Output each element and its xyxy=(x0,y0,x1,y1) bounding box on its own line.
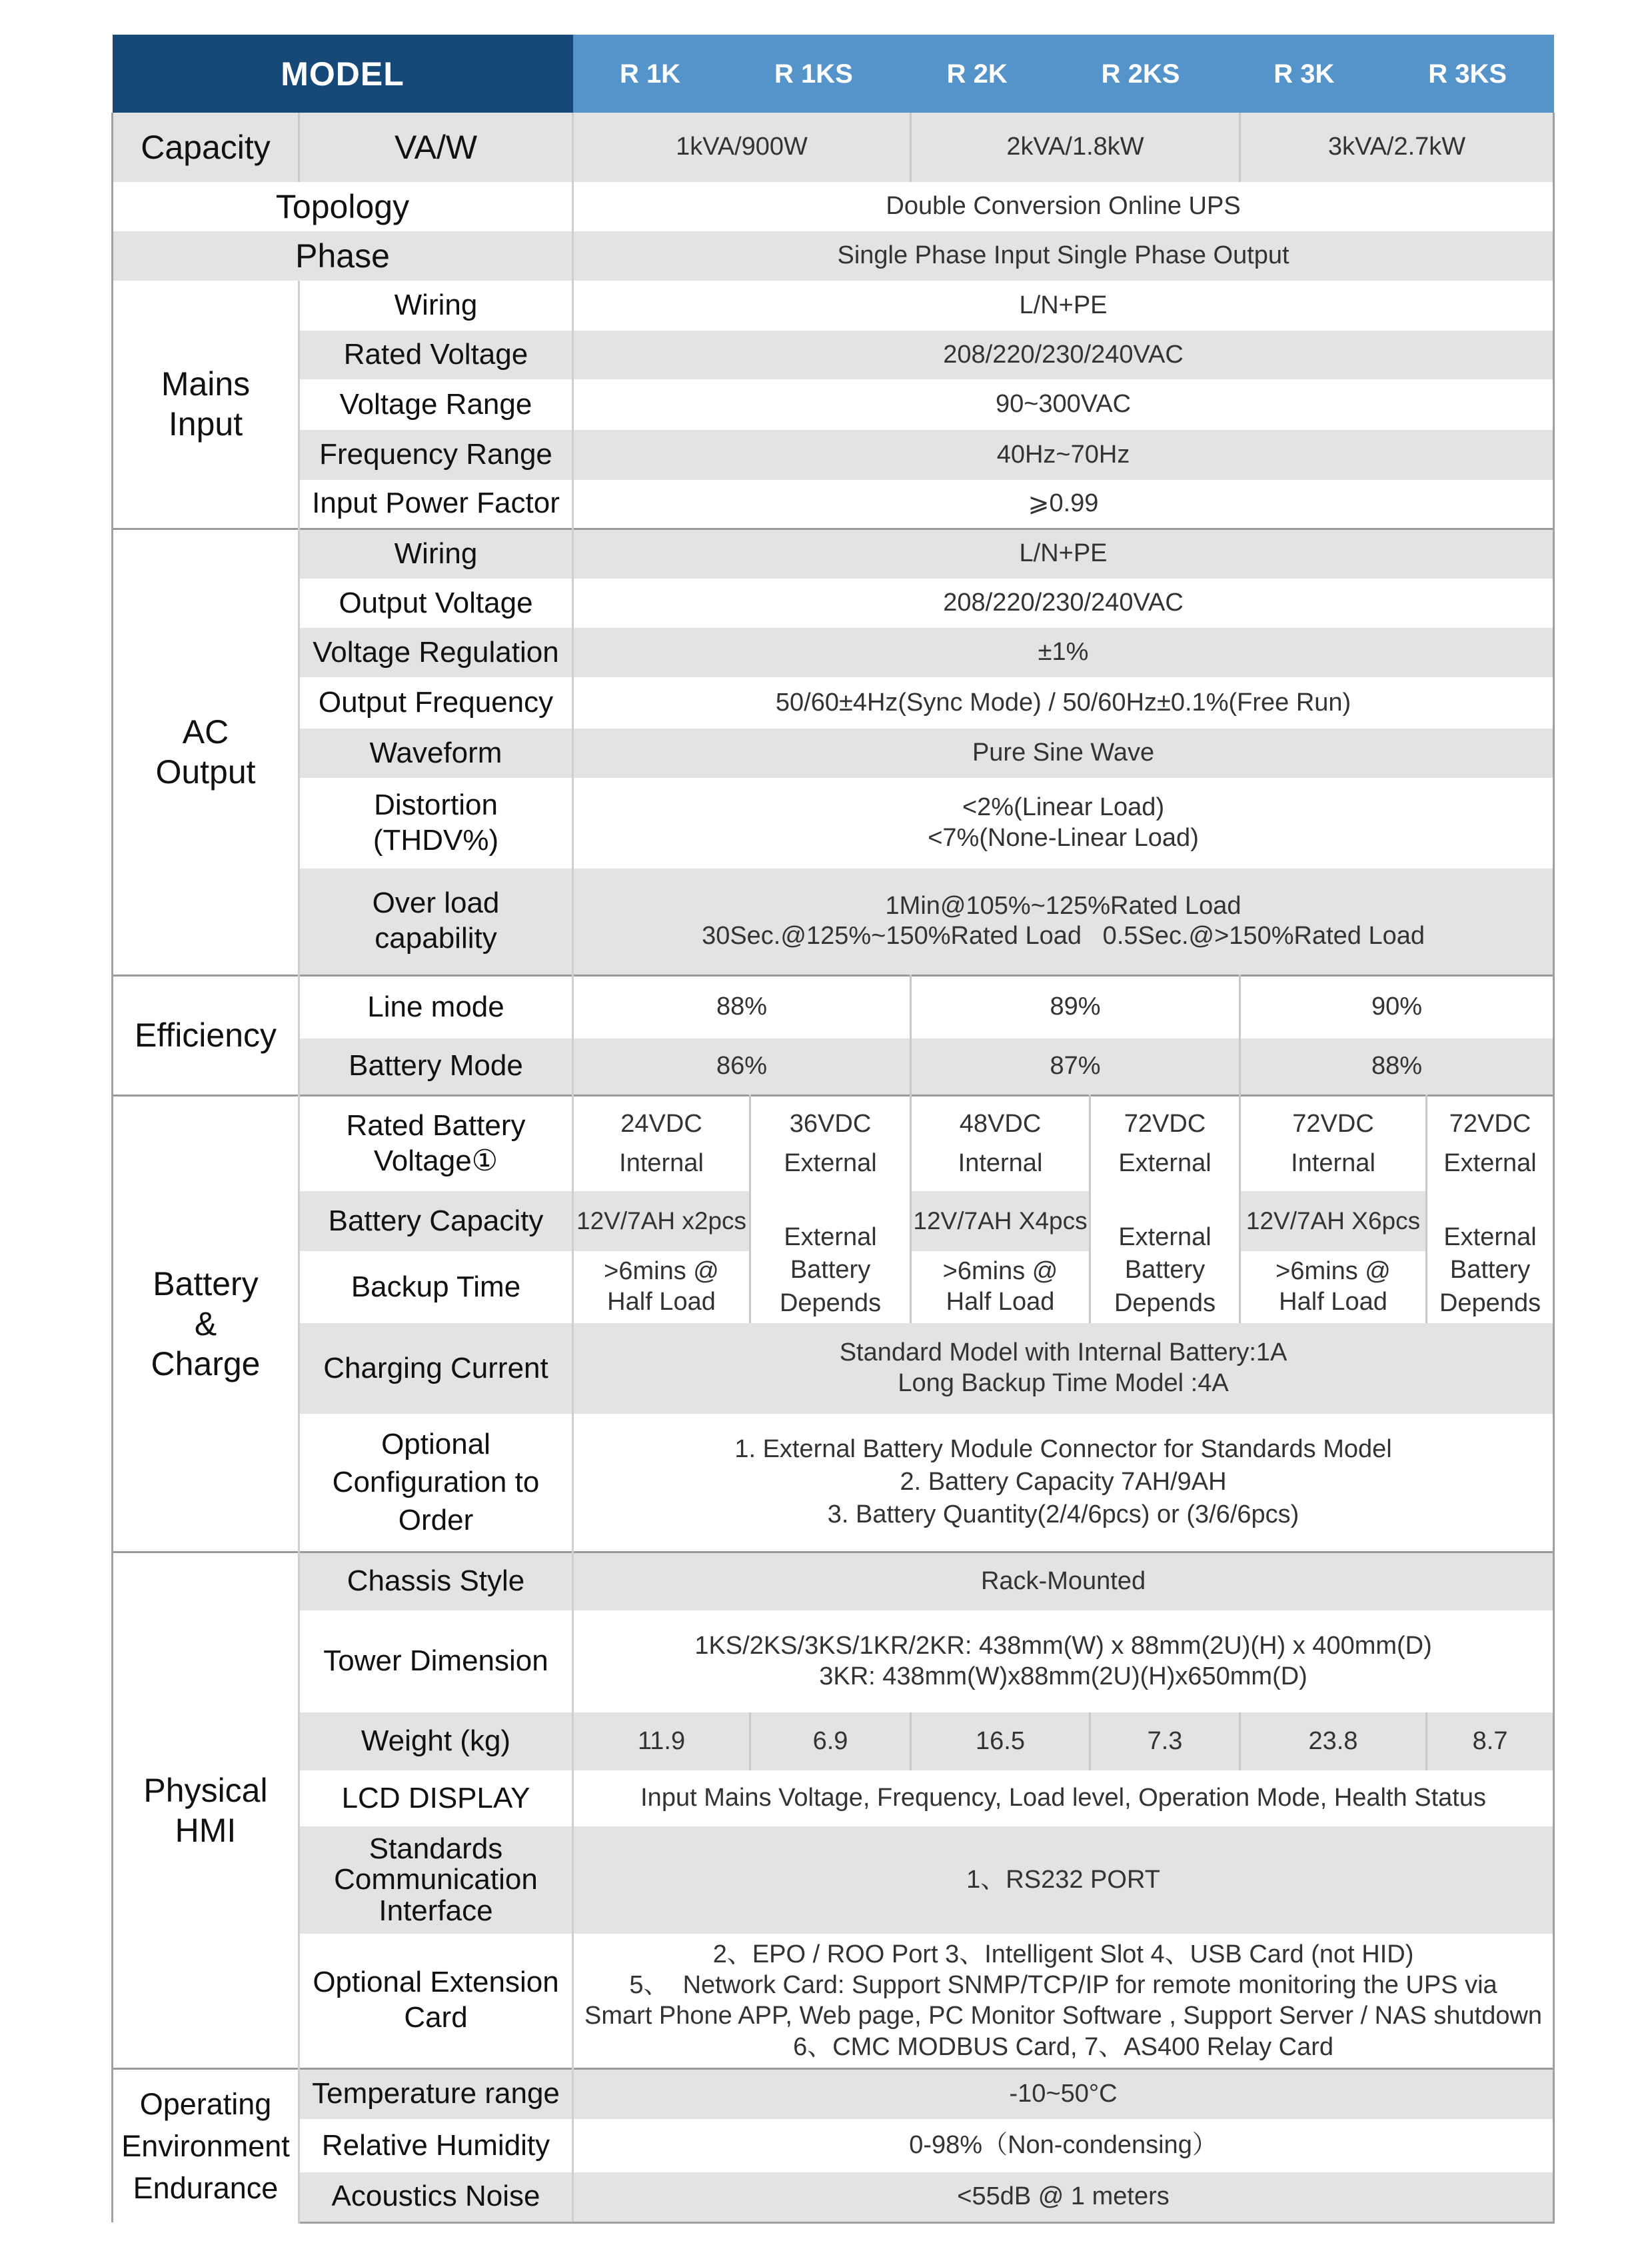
rated-voltage-r1ks xyxy=(750,1095,911,1191)
battery-capacity-row xyxy=(113,1191,1554,1251)
battery-rated-voltage-label-line2: Voltage① xyxy=(373,1144,498,1177)
weight-r1ks: 6.9 xyxy=(750,1712,911,1770)
lcd-display-row xyxy=(113,1770,1554,1826)
rated-voltage-r1k xyxy=(573,1095,750,1191)
mains-rated-voltage-value: 208/220/230/240VAC xyxy=(573,331,1554,379)
operating-env-category xyxy=(113,2068,299,2222)
backup-r2k-line1: >6mins @ xyxy=(942,1257,1058,1286)
mains-wiring-value: L/N+PE xyxy=(573,281,1554,331)
efficiency-battery-mode-label: Battery Mode xyxy=(299,1039,573,1095)
battery-capacity-r2k: 12V/7AH X4pcs xyxy=(911,1191,1090,1251)
model-name-r3ks: R 3KS xyxy=(1428,59,1507,89)
model-name-r2ks: R 2KS xyxy=(1101,59,1180,89)
topology-label: Topology xyxy=(113,182,573,231)
optional-config-line3: 3. Battery Quantity(2/4/6pcs) or (3/6/6pcs) xyxy=(827,1500,1299,1529)
optional-config-value xyxy=(573,1414,1554,1552)
weight-label: Weight (kg) xyxy=(299,1712,573,1770)
ext-card-line3: Smart Phone APP, Web page, PC Monitor Software , Support Server / NAS shutdown xyxy=(584,2002,1543,2030)
mains-power-factor-value: ⩾0.99 xyxy=(573,480,1554,529)
phase-value: Single Phase Input Single Phase Output xyxy=(573,231,1554,281)
backup-r1k-internal xyxy=(573,1251,750,1323)
ac-distortion-row xyxy=(113,778,1554,869)
backup-time-label: Backup Time xyxy=(299,1251,573,1323)
ac-overload-label-line1: Over load xyxy=(372,887,500,920)
mains-wiring-label: Wiring xyxy=(299,281,573,331)
ac-wiring-label: Wiring xyxy=(299,529,573,579)
rated-voltage-r3k xyxy=(1240,1095,1427,1191)
efficiency-line-3k: 90% xyxy=(1240,975,1554,1039)
efficiency-line-mode-row xyxy=(113,975,1554,1039)
optional-config-line1: 1. External Battery Module Connector for Standards Model xyxy=(734,1434,1392,1463)
mains-input-line2: Input xyxy=(168,405,243,443)
ext-card-value xyxy=(573,1934,1554,2068)
backup-r1k-line1: >6mins @ xyxy=(604,1257,719,1286)
operating-env-line1: Operating xyxy=(139,2086,272,2121)
phase-label: Phase xyxy=(113,231,573,281)
battery-rated-voltage-label-line1: Rated Battery xyxy=(346,1109,526,1142)
ac-wiring-value: L/N+PE xyxy=(573,529,1554,579)
ac-overload-label-line2: capability xyxy=(375,922,497,955)
ac-distortion-label-line2: (THDV%) xyxy=(373,824,499,857)
optional-config-label-line3: Order xyxy=(398,1504,474,1537)
ext-card-label-line2: Card xyxy=(404,2001,468,2034)
efficiency-battery-2k: 87% xyxy=(911,1039,1240,1095)
tower-dimension-label: Tower Dimension xyxy=(299,1610,573,1712)
chassis-style-label: Chassis Style xyxy=(299,1552,573,1610)
capacity-2k: 2kVA/1.8kW xyxy=(911,113,1240,182)
backup-r1ks-line2: Battery xyxy=(790,1256,871,1284)
capacity-1k: 1kVA/900W xyxy=(573,113,911,182)
weight-row xyxy=(113,1712,1554,1770)
weight-r3k: 23.8 xyxy=(1240,1712,1427,1770)
optional-config-label-line1: Optional xyxy=(381,1427,490,1460)
battery-rated-voltage-row xyxy=(113,1095,1554,1191)
rated-voltage-r1ks-line1: 36VDC xyxy=(789,1109,872,1138)
battery-charge-line2: & xyxy=(194,1304,217,1342)
mains-frequency-range-value: 40Hz~70Hz xyxy=(573,430,1554,480)
mains-frequency-range-label: Frequency Range xyxy=(299,430,573,480)
ac-overload-row xyxy=(113,869,1554,975)
ac-distortion-value xyxy=(573,778,1554,869)
backup-r2ks-line3: Depends xyxy=(1114,1288,1216,1317)
operating-env-line2: Environment xyxy=(121,2128,290,2163)
rated-voltage-r2k-line2: Internal xyxy=(958,1148,1043,1177)
backup-r3ks-line3: Depends xyxy=(1439,1288,1541,1317)
battery-capacity-label: Battery Capacity xyxy=(299,1191,573,1251)
tower-dimension-row xyxy=(113,1610,1554,1712)
efficiency-line-mode-label: Line mode xyxy=(299,975,573,1039)
std-comm-label xyxy=(299,1826,573,1934)
ac-waveform-row xyxy=(113,729,1554,778)
backup-r3k-line2: Half Load xyxy=(1279,1288,1387,1316)
optional-config-label-line2: Configuration to xyxy=(332,1466,540,1499)
efficiency-line-2k: 89% xyxy=(911,975,1240,1039)
rated-voltage-r1ks-line2: External xyxy=(784,1148,877,1177)
noise-value: <55dB @ 1 meters xyxy=(573,2172,1554,2222)
ext-card-line1: 2、EPO / ROO Port 3、Intelligent Slot 4、USB Card (not HID) xyxy=(712,1940,1414,1968)
mains-rated-voltage-label: Rated Voltage xyxy=(299,331,573,379)
operating-env-line3: Endurance xyxy=(133,2170,279,2205)
optional-config-row xyxy=(113,1414,1554,1552)
std-comm-label-line3: Interface xyxy=(379,1894,493,1927)
mains-frequency-range-row xyxy=(113,430,1554,480)
humidity-value: 0-98%（Non-condensing） xyxy=(573,2119,1554,2172)
efficiency-battery-3k: 88% xyxy=(1240,1039,1554,1095)
capacity-label: VA/W xyxy=(299,113,573,182)
chassis-style-value: Rack-Mounted xyxy=(573,1552,1554,1610)
std-comm-value: 1、RS232 PORT xyxy=(573,1826,1554,1934)
capacity-3k: 3kVA/2.7kW xyxy=(1240,113,1554,182)
backup-r2k-internal xyxy=(911,1251,1090,1323)
std-comm-row xyxy=(113,1826,1554,1934)
battery-capacity-r1k: 12V/7AH x2pcs xyxy=(573,1191,750,1251)
optional-config-line2: 2. Battery Capacity 7AH/9AH xyxy=(900,1468,1227,1496)
topology-value: Double Conversion Online UPS xyxy=(573,182,1554,231)
model-names xyxy=(573,58,1554,90)
phase-row xyxy=(113,231,1554,281)
ext-card-label-line1: Optional Extension xyxy=(313,1966,559,1999)
rated-voltage-r1k-line2: Internal xyxy=(619,1148,704,1177)
mains-input-line1: Mains xyxy=(161,365,251,403)
ac-overload-value-line2: 30Sec.@125%~150%Rated Load 0.5Sec.@>150%Rated Load xyxy=(702,922,1425,951)
ac-wiring-row xyxy=(113,529,1554,579)
model-name-r3k: R 3K xyxy=(1273,59,1335,89)
ext-card-line2: 5、 Network Card: Support SNMP/TCP/IP for remote monitoring the UPS via xyxy=(629,1970,1497,1999)
std-comm-label-line1: Standards xyxy=(369,1832,503,1866)
noise-row xyxy=(113,2172,1554,2222)
rated-voltage-r1k-line1: 24VDC xyxy=(620,1109,702,1138)
backup-r1k-line2: Half Load xyxy=(607,1288,716,1316)
temperature-label: Temperature range xyxy=(299,2068,573,2119)
tower-dimension-line1: 1KS/2KS/3KS/1KR/2KR: 438mm(W) x 88mm(2U)(H) x 400mm(D) xyxy=(694,1631,1432,1660)
rated-voltage-r2ks-line1: 72VDC xyxy=(1124,1109,1206,1138)
battery-charge-line1: Battery xyxy=(153,1264,259,1302)
physical-hmi-line2: HMI xyxy=(175,1811,237,1849)
lcd-display-label: LCD DISPLAY xyxy=(299,1770,573,1826)
ac-voltage-regulation-label: Voltage Regulation xyxy=(299,628,573,677)
backup-r3ks-line2: Battery xyxy=(1449,1256,1531,1284)
ext-card-row xyxy=(113,1934,1554,2068)
ac-distortion-label xyxy=(299,778,573,869)
physical-hmi-category xyxy=(113,1552,299,2068)
rated-voltage-r2ks-line2: External xyxy=(1118,1148,1212,1177)
topology-row xyxy=(113,182,1554,231)
efficiency-battery-mode-row xyxy=(113,1039,1554,1095)
ac-output-voltage-row xyxy=(113,579,1554,628)
backup-r3k-internal xyxy=(1240,1251,1427,1323)
battery-charge-category xyxy=(113,1095,299,1552)
model-name-r2k: R 2K xyxy=(946,59,1008,89)
ac-output-frequency-value: 50/60±4Hz(Sync Mode) / 50/60Hz±0.1%(Free Run) xyxy=(573,677,1554,729)
backup-r1ks-line3: Depends xyxy=(779,1288,882,1317)
backup-r3ks-external xyxy=(1427,1191,1554,1323)
ac-waveform-value: Pure Sine Wave xyxy=(573,729,1554,778)
noise-label: Acoustics Noise xyxy=(299,2172,573,2222)
battery-charge-line3: Charge xyxy=(151,1344,261,1382)
ac-output-voltage-label: Output Voltage xyxy=(299,579,573,628)
ac-overload-value xyxy=(573,869,1554,975)
tower-dimension-value xyxy=(573,1610,1554,1712)
ac-output-category xyxy=(113,529,299,975)
ac-output-voltage-value: 208/220/230/240VAC xyxy=(573,579,1554,628)
tower-dimension-line2: 3KR: 438mm(W)x88mm(2U)(H)x650mm(D) xyxy=(819,1662,1307,1690)
header-row xyxy=(113,35,1554,113)
optional-config-label xyxy=(299,1414,573,1552)
rated-voltage-r2k-line1: 48VDC xyxy=(959,1109,1042,1138)
ac-output-frequency-row xyxy=(113,677,1554,729)
rated-voltage-r3k-line2: Internal xyxy=(1291,1148,1375,1177)
charging-current-line1: Standard Model with Internal Battery:1A xyxy=(839,1338,1287,1367)
backup-r1ks-external xyxy=(750,1191,911,1323)
ac-distortion-label-line1: Distortion xyxy=(374,789,498,822)
charging-current-row xyxy=(113,1323,1554,1414)
battery-rated-voltage-label xyxy=(299,1095,573,1191)
mains-input-category xyxy=(113,281,299,529)
rated-voltage-r2k xyxy=(911,1095,1090,1191)
temperature-value: -10~50°C xyxy=(573,2068,1554,2119)
chassis-style-row xyxy=(113,1552,1554,1610)
rated-voltage-r3ks xyxy=(1427,1095,1554,1191)
ac-waveform-label: Waveform xyxy=(299,729,573,778)
mains-wiring-row xyxy=(113,281,1554,331)
temperature-row xyxy=(113,2068,1554,2119)
backup-r2ks-line2: Battery xyxy=(1124,1256,1206,1284)
backup-r1ks-line1: External xyxy=(784,1222,877,1251)
mains-voltage-range-row xyxy=(113,379,1554,430)
ac-distortion-value-line2: <7%(None-Linear Load) xyxy=(928,824,1199,852)
rated-voltage-r3k-line1: 72VDC xyxy=(1292,1109,1374,1138)
weight-r2k: 16.5 xyxy=(911,1712,1090,1770)
efficiency-line-1k: 88% xyxy=(573,975,911,1039)
capacity-row xyxy=(113,113,1554,182)
mains-power-factor-row xyxy=(113,480,1554,529)
backup-r3k-line1: >6mins @ xyxy=(1275,1257,1391,1286)
ext-card-label xyxy=(299,1934,573,2068)
mains-voltage-range-value: 90~300VAC xyxy=(573,379,1554,430)
ac-output-line1: AC xyxy=(182,713,229,751)
physical-hmi-line1: Physical xyxy=(143,1771,268,1809)
capacity-category: Capacity xyxy=(113,113,299,182)
ac-voltage-regulation-value: ±1% xyxy=(573,628,1554,677)
battery-capacity-r3k: 12V/7AH X6pcs xyxy=(1240,1191,1427,1251)
ac-distortion-value-line1: <2%(Linear Load) xyxy=(962,793,1165,822)
model-header: MODEL xyxy=(113,35,573,113)
humidity-row xyxy=(113,2119,1554,2172)
charging-current-value xyxy=(573,1323,1554,1414)
rated-voltage-r3ks-line2: External xyxy=(1443,1148,1537,1177)
mains-voltage-range-label: Voltage Range xyxy=(299,379,573,430)
ac-voltage-regulation-row xyxy=(113,628,1554,677)
spec-table xyxy=(111,35,1555,2224)
ac-output-line2: Output xyxy=(155,753,256,791)
std-comm-label-line2: Communication xyxy=(334,1863,538,1896)
model-names-cell xyxy=(573,35,1554,113)
ext-card-line4: 6、CMC MODBUS Card, 7、AS400 Relay Card xyxy=(793,2032,1333,2061)
backup-r2ks-line1: External xyxy=(1118,1222,1212,1251)
weight-r2ks: 7.3 xyxy=(1090,1712,1240,1770)
rated-voltage-r3ks-line1: 72VDC xyxy=(1449,1109,1531,1138)
charging-current-label: Charging Current xyxy=(299,1323,573,1414)
model-name-r1k: R 1K xyxy=(619,59,681,89)
lcd-display-value: Input Mains Voltage, Frequency, Load level, Operation Mode, Health Status xyxy=(573,1770,1554,1826)
charging-current-line2: Long Backup Time Model :4A xyxy=(898,1369,1229,1397)
backup-r3ks-line1: External xyxy=(1443,1222,1537,1251)
weight-r1k: 11.9 xyxy=(573,1712,750,1770)
weight-r3ks: 8.7 xyxy=(1427,1712,1554,1770)
model-name-r1ks: R 1KS xyxy=(774,59,853,89)
mains-rated-voltage-row xyxy=(113,331,1554,379)
mains-power-factor-label: Input Power Factor xyxy=(299,480,573,529)
efficiency-battery-1k: 86% xyxy=(573,1039,911,1095)
ac-overload-label xyxy=(299,869,573,975)
backup-r2k-line2: Half Load xyxy=(946,1288,1055,1316)
backup-r2ks-external xyxy=(1090,1191,1240,1323)
ac-overload-value-line1: 1Min@105%~125%Rated Load xyxy=(885,891,1241,920)
ac-output-frequency-label: Output Frequency xyxy=(299,677,573,729)
efficiency-category: Efficiency xyxy=(113,975,299,1095)
humidity-label: Relative Humidity xyxy=(299,2119,573,2172)
rated-voltage-r2ks xyxy=(1090,1095,1240,1191)
